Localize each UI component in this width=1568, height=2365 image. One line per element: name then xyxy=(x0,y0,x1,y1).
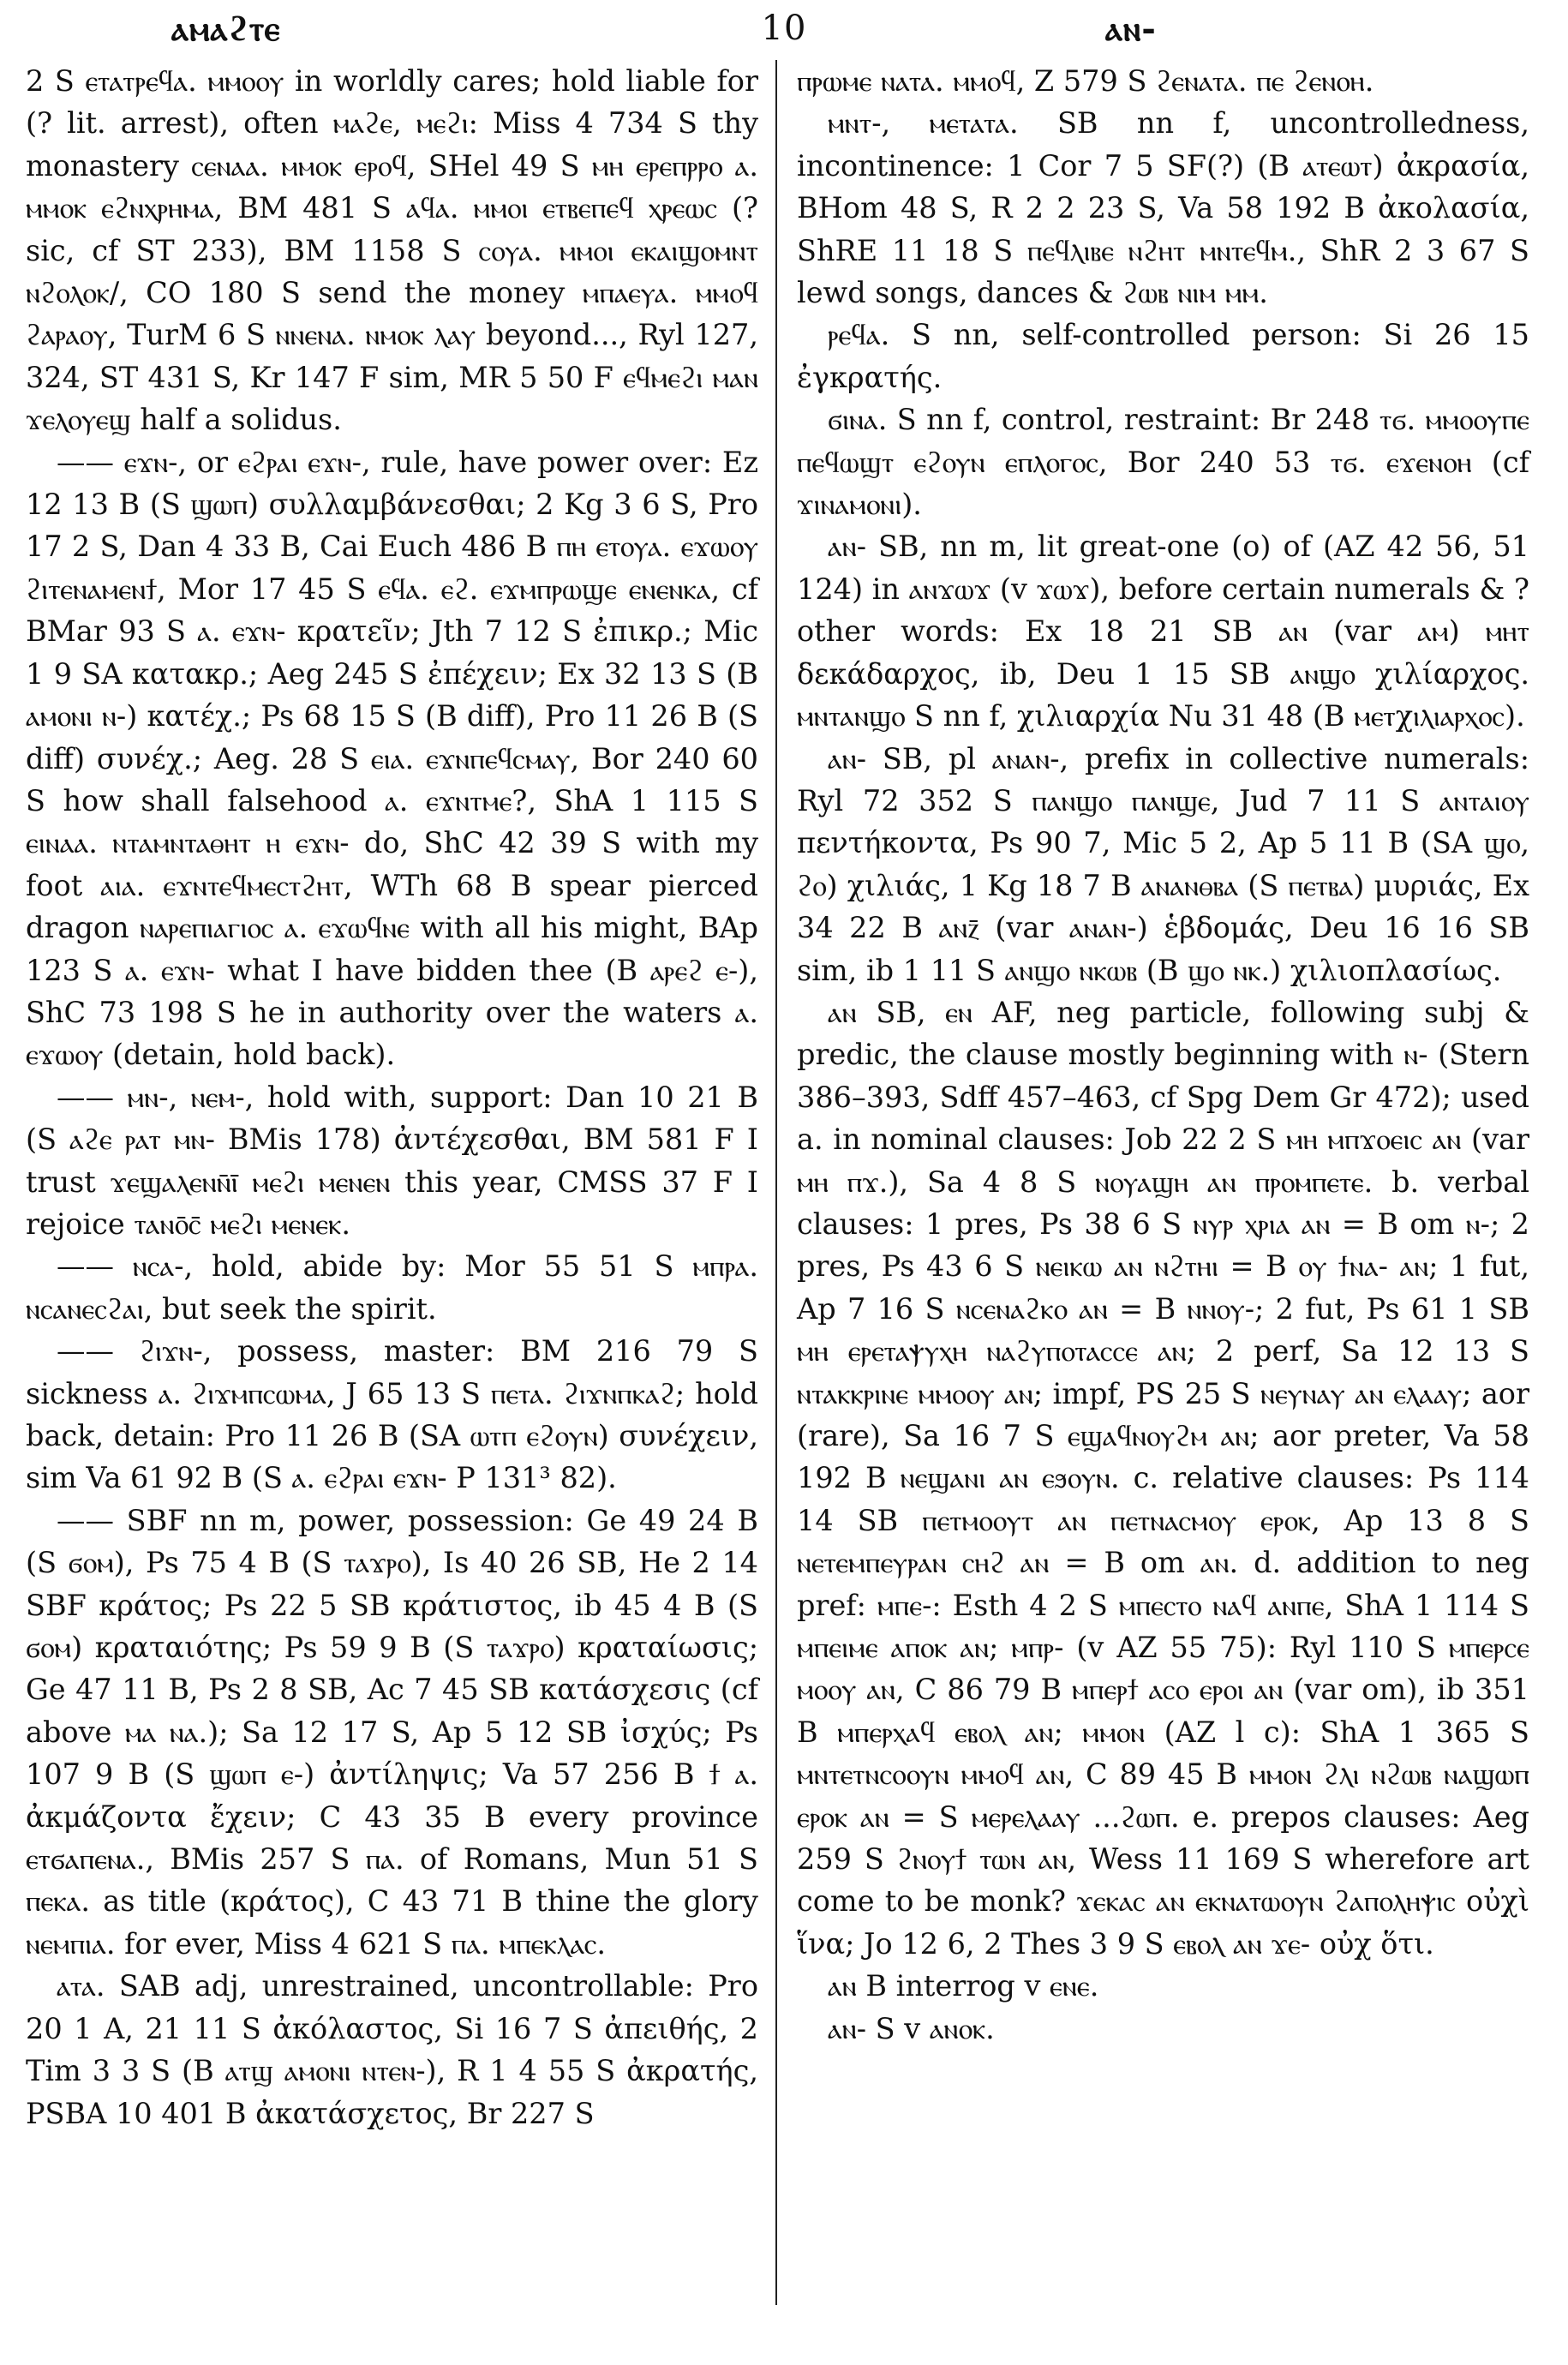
entry-paragraph: —— ϩⲓϫⲛ-, possess, master: BM 216 79 S sickness ⲁ. ϩⲓϫⲙⲡⲥⲱⲙⲁ, J 65 13 S ⲡⲉⲧⲁ. ϩⲓϫⲛⲡⲕⲁϩ; hold back, detain: Pro 11 26 B (SA ⲱⲧⲡ ⲉϩⲟⲩⲛ) συνέχειν, sim Va 61 92 B (S ⲁ. ⲉϩⲣⲁⲓ ⲉϫⲛ- P 131³ 82). xyxy=(26,1334,758,1495)
entry-paragraph: 2 S ⲉⲧⲁⲧⲣⲉϥⲁ. ⲙⲙⲟⲟⲩ in worldly cares; hold liable for (? lit. arrest), often ⲙⲁϩⲉ, ⲙⲉϩⲓ: Miss 4 734 S thy monastery ⲥⲉⲛⲁⲁ. ⲙⲙⲟⲕ ⲉⲣⲟϥ, SHel 49 S ⲙⲏ ⲉⲣⲉⲡⲣⲣⲟ ⲁ. ⲙⲙⲟⲕ ⲉϩⲛⲭⲣⲏⲙⲁ, BM 481 S ⲁϥⲁ. ⲙⲙⲟⲓ ⲉⲧⲃⲉⲡⲉϥ ⲭⲣⲉⲱⲥ (? sic, cf ST 233), BM 1158 S ⲥⲟⲩⲁ. ⲙⲙⲟⲓ ⲉⲕⲁⲓϣⲟⲙⲛⲧ ⲛϩⲟⲗⲟⲕ/, CO 180 S send the money ⲙⲡⲁⲉⲩⲁ. ⲙⲙⲟϥ ϩⲁⲣⲁⲟⲩ, TurM 6 S ⲛⲛⲉⲛⲁ. ⲛⲙⲟⲕ ⲗⲁⲩ beyond..., Ryl 127, 324, ST 431 S, Kr 147 F sim, MR 5 50 F ⲉϥⲙⲉϩⲓ ⲙⲁⲛ ϫⲉⲗⲟⲩⲉϣ half a solidus. xyxy=(26,64,758,437)
entry-paragraph: —— SBF nn m, power, possession: Ge 49 24 B (S ϭⲟⲙ), Ps 75 4 B (S ⲧⲁϫⲣⲟ), Is 40 26 SB, He 2 14 SBF κράτος; Ps 22 5 SB κράτιστος, ib 45 4 B (S ϭⲟⲙ) κραταιότης; Ps 59 9 B (S ⲧⲁϫⲣⲟ) κραταίωσις; Ge 47 11 B, Ps 2 8 SB, Ac 7 45 SB κατάσχεσις (cf above ⲙⲁ ⲛⲁ.); Sa 12 17 S, Ap 5 12 SB ἰσχύς; Ps 107 9 B (S ϣⲱⲡ ⲉ-) ἀντίληψις; Va 57 256 B ϯ ⲁ. ἀκμάζοντα ἔχειν; C 43 35 B every province ⲉⲧϭⲁⲡⲉⲛⲁ., BMis 257 S ⲡⲁ. of Romans, Mun 51 S ⲡⲉⲕⲁ. as title (κράτος), C 43 71 B thine the glory ⲛⲉⲙⲡⲓⲁ. for ever, Miss 4 621 S ⲡⲁ. ⲙⲡⲉⲕⲗⲁⲥ. xyxy=(26,1503,758,1961)
entry-paragraph: ϭⲓⲛⲁ. S nn f, control, restraint: Br 248 ⲧϭ. ⲙⲙⲟⲟⲩⲡⲉ ⲡⲉϥⲱϣⲧ ⲉϩⲟⲩⲛ ⲉⲡⲗⲟⲅⲟⲥ, Bor 240 53 ⲧϭ. ⲉϫⲉⲛⲟⲏ (cf ϫⲓⲛⲁⲙⲟⲛⲓ). xyxy=(797,403,1529,522)
entry-paragraph: —— ⲉϫⲛ-, or ⲉϩⲣⲁⲓ ⲉϫⲛ-, rule, have power over: Ez 12 13 B (S ϣⲱⲡ) συλλαμβάνεσθαι; 2 Kg 3 6 S, Pro 17 2 S, Dan 4 33 B, Cai Euch 486 B ⲡⲏ ⲉⲧⲟⲩⲁ. ⲉϫⲱⲟⲩ ϩⲓⲧⲉⲛⲁⲙⲉⲛϯ, Mor 17 45 S ⲉϥⲁ. ⲉϩ. ⲉϫⲙⲡⲣⲱϣⲉ ⲉⲛⲉⲛⲕⲁ, cf BMar 93 S ⲁ. ⲉϫⲛ- κρατεῖν; Jth 7 12 S ἐπικρ.; Mic 1 9 SA κατακρ.; Aeg 245 S ἐπέχειν; Ex 32 13 S (B ⲁⲙⲟⲛⲓ ⲛ-) κατέχ.; Ps 68 15 S (B diff), Pro 11 26 B (S diff) συνέχ.; Aeg. 28 S ⲉⲓⲁ. ⲉϫⲛⲡⲉϥⲥⲙⲁⲩ, Bor 240 60 S how shall falsehood ⲁ. ⲉϫⲛⲧⲙⲉ?, ShA 1 115 S ⲉⲓⲛⲁⲁ. ⲛⲧⲁⲙⲛⲧⲁⲑⲏⲧ ⲏ ⲉϫⲛ- do, ShC 42 39 S with my foot ⲁⲓⲁ. ⲉϫⲛⲧⲉϥⲙⲉⲥⲧϩⲏⲧ, WTh 68 B spear pierced dragon ⲛⲁⲣⲉⲡⲓⲁⲅⲓⲟⲥ ⲁ. ⲉϫⲱϥⲛⲉ with all his might, BAp 123 S ⲁ. ⲉϫⲛ- what I have bidden thee (B ⲁⲣⲉϩ ⲉ-), ShC 73 198 S he in authority over the waters ⲁ. ⲉϫⲱⲟⲩ (detain, hold back). xyxy=(26,445,758,1072)
header-right-word: ⲁⲛ- xyxy=(1105,9,1157,49)
left-column xyxy=(26,60,758,2134)
page-header xyxy=(0,9,1568,60)
entry-paragraph: ⲁⲛ- SB, pl ⲁⲛⲁⲛ-, prefix in collective numerals: Ryl 72 352 S ⲡⲁⲛϣⲟ ⲡⲁⲛϣⲉ, Jud 7 11 S ⲁⲛⲧⲁⲓⲟⲩ πεντήκοντα, Ps 90 7, Mic 5 2, Ap 5 11 B (SA ϣⲟ, ϩⲟ) χιλιάς, 1 Kg 18 7 B ⲁⲛⲁⲛⲑⲃⲁ (S ⲡⲉⲧⲃⲁ) μυριάς, Ex 34 22 B ⲁⲛⲍ̄ (var ⲁⲛⲁⲛ-) ἑβδομάς, Deu 16 16 SB sim, ib 1 11 S ⲁⲛϣⲟ ⲛⲕⲱⲃ (B ϣⲟ ⲛⲕ.) χιλιοπλασίως. xyxy=(797,741,1529,987)
entry-paragraph: ⲁⲛ- SB, nn m, lit great-one (o) of (AZ 42 56, 51 124) in ⲁⲛϫⲱϫ (v ϫⲱϫ), before certain numerals & ? other words: Ex 18 21 SB ⲁⲛ (var ⲁⲙ) ⲙⲏⲧ δεκάδαρχος, ib, Deu 1 15 SB ⲁⲛϣⲟ χιλίαρχος. ⲙⲛⲧⲁⲛϣⲟ S nn f, χιλιαρχία Nu 31 48 (B ⲙⲉⲧχⲓⲗⲓⲁⲣⲭⲟⲥ). xyxy=(797,530,1529,733)
entry-paragraph: ⲁⲧⲁ. SAB adj, unrestrained, uncontrollable: Pro 20 1 A, 21 11 S ἀκόλαστος, Si 16 7 S ἀπειθής, 2 Tim 3 3 S (B ⲁⲧϣ ⲁⲙⲟⲛⲓ ⲛⲧⲉⲛ-), R 1 4 55 S ἀκρατής, PSBA 10 401 B ἀκατάσχετος, Br 227 S xyxy=(26,1969,758,2130)
header-left-word: ⲁⲙⲁϩⲧⲉ xyxy=(171,9,281,49)
entry-paragraph: —— ⲛⲥⲁ-, hold, abide by: Mor 55 51 S ⲙⲡⲣⲁ. ⲛⲥⲁⲛⲉⲥϩⲁⲓ, but seek the spirit. xyxy=(26,1249,758,1326)
column-divider xyxy=(775,60,777,2305)
page-number: 10 xyxy=(761,9,807,48)
entry-paragraph: ⲁⲛ- S v ⲁⲛⲟⲕ. xyxy=(828,2011,995,2045)
entry-paragraph: ⲁⲛ B interrog v ⲉⲛⲉ. xyxy=(828,1969,1099,2003)
entry-paragraph: —— ⲙⲛ-, ⲛⲉⲙ-, hold with, support: Dan 10 21 B (S ⲁϩⲉ ⲣⲁⲧ ⲙⲛ- BMis 178) ἀντέχεσθαι, BM 581 F I trust ϫⲉϣⲁⲗⲉⲛⲛ̄ⲓ̄ ⲙⲉϩⲓ ⲙⲉⲛⲉⲛ this year, CMSS 37 F I rejoice ⲧⲁⲛⲟ̄ⲥ̄ ⲙⲉϩⲓ ⲙⲉⲛⲉⲕ. xyxy=(26,1080,758,1241)
entry-paragraph: ⲡⲣⲱⲙⲉ ⲛⲁⲧⲁ. ⲙⲙⲟϥ, Z 579 S ϩⲉⲛⲁⲧⲁ. ⲡⲉ ϩⲉⲛⲟⲏ. xyxy=(797,64,1374,98)
entry-paragraph: ⲣⲉϥⲁ. S nn, self-controlled person: Si 26 15 ἐγκρατής. xyxy=(797,318,1529,394)
entry-paragraph: ⲁⲛ SB, ⲉⲛ AF, neg particle, following subj & predic, the clause mostly beginning with ⲛ- (Stern 386–393, Sdff 457–463, cf Spg Dem Gr 472); used a. in nominal clauses: Job 22 2 S ⲙⲏ ⲙⲡϫⲟⲉⲓⲥ ⲁⲛ (var ⲙⲏ ⲡϫ.), Sa 4 8 S ⲛⲟⲩⲁϣⲏ ⲁⲛ ⲡⲣⲟⲙⲡⲉⲧⲉ. b. verbal clauses: 1 pres, Ps 38 6 S ⲛⲩⲣ ⲭⲣⲓⲁ ⲁⲛ = B om ⲛ-; 2 pres, Ps 43 6 S ⲛⲉⲓⲕⲱ ⲁⲛ ⲛϩⲧⲏⲓ = B ⲟⲩ ϯⲛⲁ- ⲁⲛ; 1 fut, Ap 7 16 S ⲛⲥⲉⲛⲁϩⲕⲟ ⲁⲛ = B ⲛⲛⲟⲩ-; 2 fut, Ps 61 1 SB ⲙⲏ ⲉⲣⲉⲧⲁⲯⲩⲭⲏ ⲛⲁϩⲩⲡⲟⲧⲁⲥⲥⲉ ⲁⲛ; 2 perf, Sa 12 13 S ⲛⲧⲁⲕⲕⲣⲓⲛⲉ ⲙⲙⲟⲟⲩ ⲁⲛ; impf, PS 25 S ⲛⲉⲩⲛⲁⲩ ⲁⲛ ⲉⲗⲁⲁⲩ; aor (rare), Sa 16 7 S ⲉϣⲁϥⲛⲟⲩϩⲙ ⲁⲛ; aor preter, Va 58 192 B ⲛⲉϣⲁⲛⲓ ⲁⲛ ⲉϧⲟⲩⲛ. c. relative clauses: Ps 114 14 SB ⲡⲉⲧⲙⲟⲟⲩⲧ ⲁⲛ ⲡⲉⲧⲛⲁⲥⲙⲟⲩ ⲉⲣⲟⲕ, Ap 13 8 S ⲛⲉⲧⲉⲙⲡⲉⲩⲣⲁⲛ ⲥⲏϩ ⲁⲛ = B om ⲁⲛ. d. addition to neg pref: ⲙⲡⲉ-: Esth 4 2 S ⲙⲡⲉⲥⲧⲟ ⲛⲁϥ ⲁⲛⲡⲉ, ShA 1 114 S ⲙⲡⲉⲓⲙⲉ ⲁⲡⲟⲕ ⲁⲛ; ⲙⲡⲣ- (v AZ 55 75): Ryl 110 S ⲙⲡⲉⲣⲥⲉ ⲙⲟⲟⲩ ⲁⲛ, C 86 79 B ⲙⲡⲉⲣϯ ⲁⲥⲟ ⲉⲣⲟⲓ ⲁⲛ (var om), ib 351 B ⲙⲡⲉⲣⲭⲁϥ ⲉⲃⲟⲗ ⲁⲛ; ⲙⲙⲟⲛ (AZ l c): ShA 1 365 S ⲙⲛⲧⲉⲧⲛⲥⲟⲟⲩⲛ ⲙⲙⲟϥ ⲁⲛ, C 89 45 B ⲙⲙⲟⲛ ϩⲗⲓ ⲛϩⲱⲃ ⲛⲁϣⲱⲡ ⲉⲣⲟⲕ ⲁⲛ = S ⲙⲉⲣⲉⲗⲁⲁⲩ ...ϩⲱⲡ. e. prepos clauses: Aeg 259 S ϩⲛⲟⲩϯ ⲧⲱⲛ ⲁⲛ, Wess 11 169 S wherefore art come to be monk? ϫⲉⲕⲁⲥ ⲁⲛ ⲉⲕⲛⲁⲧⲱⲟⲩⲛ ϩⲁⲡⲟⲗⲏⲯⲓⲥ οὐχὶ ἵνα; Jo 12 6, 2 Thes 3 9 S ⲉⲃⲟⲗ ⲁⲛ ϫⲉ- οὐχ ὅτι. xyxy=(797,995,1529,1961)
right-column xyxy=(797,60,1529,2050)
entry-paragraph: ⲙⲛⲧ-, ⲙⲉⲧⲁⲧⲁ. SB nn f, uncontrolledness, incontinence: 1 Cor 7 5 SF(?) (B ⲁⲧⲉⲱⲧ) ἀκρασία, BHom 48 S, R 2 2 23 S, Va 58 192 B ἀκολασία, ShRE 11 18 S ⲡⲉϥⲗⲓⲃⲉ ⲛϩⲏⲧ ⲙⲛⲧⲉϥⲙ., ShR 2 3 67 S lewd songs, dances & ϩⲱⲃ ⲛⲓⲙ ⲙⲙ. xyxy=(797,106,1529,310)
